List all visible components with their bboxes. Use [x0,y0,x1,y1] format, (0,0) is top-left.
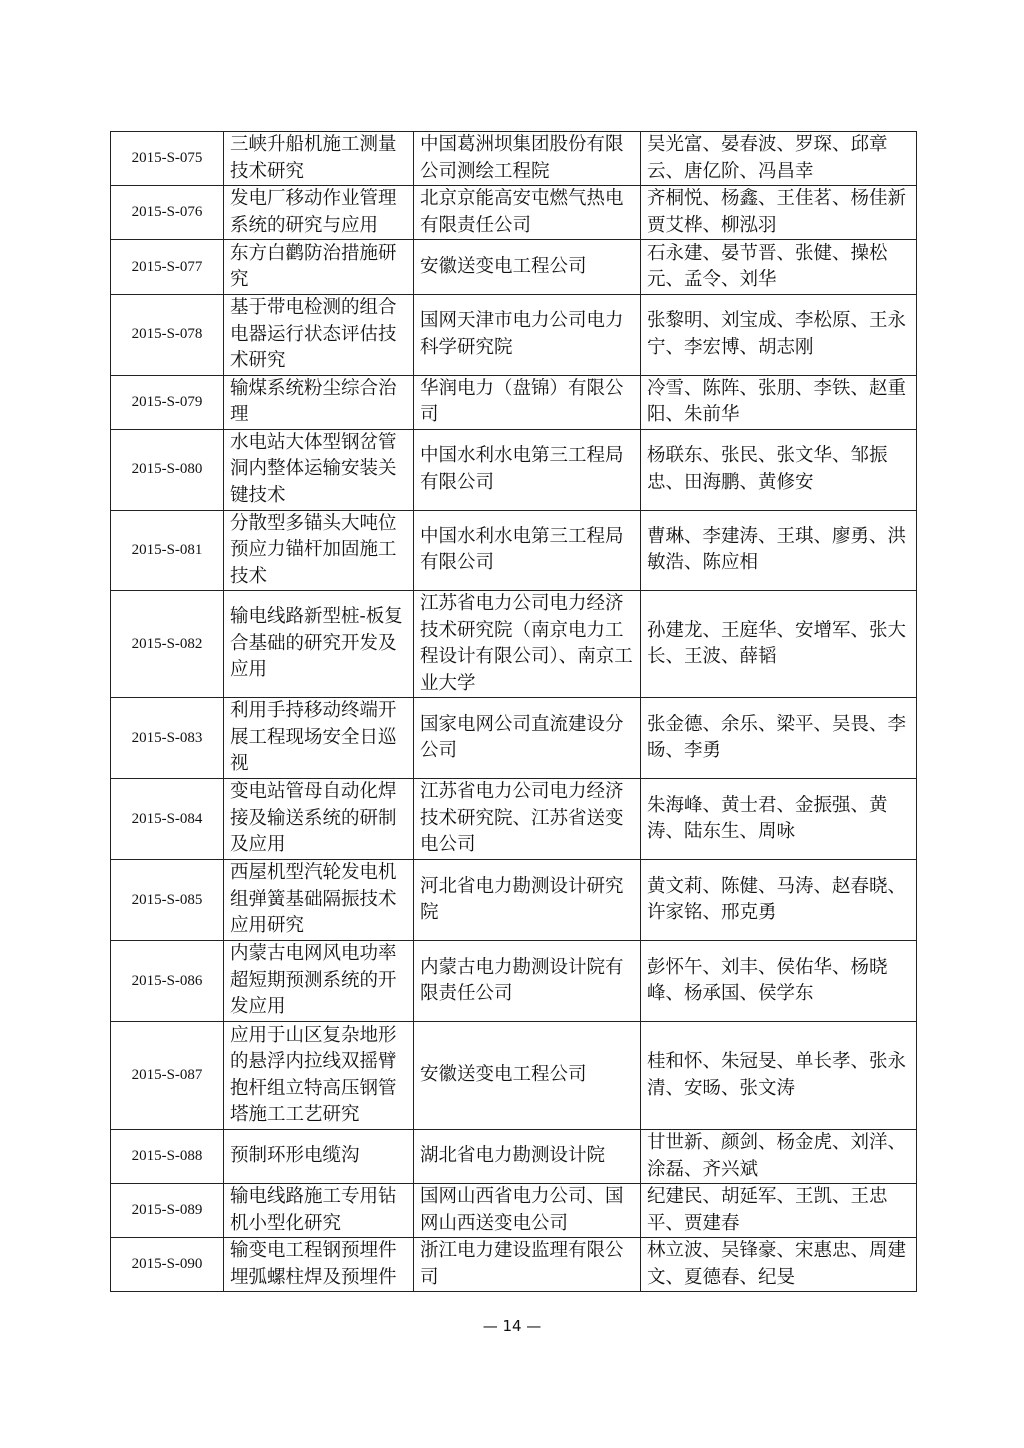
project-title-cell [224,941,414,1022]
completion-unit: 国家电网公司直流建设分公司 [420,713,624,761]
project-title: 应用于山区复杂地形的悬浮内拉线双摇臂抱杆组立特高压钢管塔施工工艺研究 [230,1024,397,1125]
completion-unit: 国网山西省电力公司、国网山西送变电公司 [420,1186,624,1234]
main-completers-cell [641,1238,917,1292]
project-title-cell [224,1238,414,1292]
table-row [111,186,917,240]
completion-unit-cell [414,1022,641,1130]
project-number: 2015-S-085 [131,891,203,908]
project-title-cell [224,591,414,698]
project-title: 内蒙古电网风电功率超短期预测系统的开发应用 [230,943,397,1018]
project-number: 2015-S-081 [131,541,203,558]
main-completers-cell [641,779,917,860]
project-number: 2015-S-089 [131,1202,203,1218]
main-completers-cell [641,941,917,1022]
main-completers: 冷雪、陈阵、张朋、李铁、赵重阳、朱前华 [647,377,907,425]
completion-unit-cell [414,779,641,860]
project-number: 2015-S-083 [131,729,203,746]
table-row [111,240,917,295]
completion-unit: 国网天津市电力公司电力科学研究院 [420,310,624,358]
completion-unit-cell [414,240,641,295]
main-completers: 朱海峰、黄士君、金振强、黄涛、陆东生、周咏 [647,794,888,842]
table-row [111,132,917,186]
project-title: 输电线路施工专用钻机小型化研究 [230,1186,397,1234]
project-title: 预制环形电缆沟 [230,1145,360,1167]
project-number: 2015-S-075 [131,150,203,166]
completion-unit: 北京京能高安屯燃气热电有限责任公司 [420,188,624,236]
project-title: 水电站大体型钢岔管洞内整体运输安装关键技术 [230,431,397,506]
table-row [111,295,917,376]
main-completers: 齐桐悦、杨鑫、王佳茗、杨佳新贾艾桦、柳泓羽 [647,188,907,236]
main-completers: 桂和怀、朱冠旻、单长孝、张永清、安旸、张文涛 [647,1051,907,1099]
table-row [111,375,917,429]
main-completers-cell [641,510,917,591]
project-number-cell [111,941,224,1022]
project-number: 2015-S-087 [131,1067,203,1083]
main-completers-cell [641,1022,917,1130]
table-row [111,698,917,779]
completion-unit: 中国水利水电第三工程局有限公司 [420,445,624,493]
main-completers-cell [641,240,917,295]
main-completers-cell [641,1130,917,1184]
main-completers: 孙建龙、王庭华、安增军、张大长、王波、薛韬 [647,619,907,667]
project-title-cell [224,240,414,295]
project-title: 东方白鹳防治措施研究 [230,242,397,290]
project-title-cell [224,1130,414,1184]
project-number: 2015-S-079 [131,393,203,410]
completion-unit-cell [414,860,641,941]
project-title: 西屋机型汽轮发电机组弹簧基础隔振技术应用研究 [230,862,397,937]
project-number: 2015-S-078 [131,326,203,343]
project-number-cell [111,698,224,779]
main-completers-cell [641,186,917,240]
project-number: 2015-S-090 [131,1256,203,1272]
completion-unit-cell [414,1130,641,1184]
main-completers: 石永建、晏节晋、张健、操松元、孟令、刘华 [647,242,888,290]
project-number-cell [111,510,224,591]
main-completers: 张金德、余乐、梁平、吴畏、李旸、李勇 [647,713,907,761]
project-number: 2015-S-088 [131,1148,203,1164]
project-title: 利用手持移动终端开展工程现场安全日巡视 [230,700,397,775]
project-number: 2015-S-077 [131,258,203,275]
completion-unit-cell [414,429,641,510]
project-number-cell [111,429,224,510]
main-completers-cell [641,591,917,698]
project-number-cell [111,591,224,698]
table-row [111,941,917,1022]
table-row [111,1184,917,1238]
main-completers-cell [641,1184,917,1238]
project-number: 2015-S-086 [131,972,203,989]
project-number: 2015-S-084 [131,810,203,827]
table-row [111,1022,917,1130]
project-title: 三峡升船机施工测量技术研究 [230,134,397,182]
completion-unit-cell [414,186,641,240]
project-title-cell [224,698,414,779]
completion-unit-cell [414,1184,641,1238]
main-completers: 甘世新、颜剑、杨金虎、刘洋、涂磊、齐兴斌 [647,1132,907,1180]
main-completers: 彭怀午、刘丰、侯佑华、杨晓峰、杨承国、侯学东 [647,956,888,1004]
completion-unit: 河北省电力勘测设计研究院 [420,875,624,923]
project-number-cell [111,779,224,860]
project-title-cell [224,860,414,941]
completion-unit: 安徽送变电工程公司 [420,1064,587,1086]
main-completers: 林立波、吴锋豪、宋惠忠、周建文、夏德春、纪旻 [647,1240,907,1288]
project-title: 输电线路新型桩-板复合基础的研究开发及应用 [230,606,403,681]
project-title-cell [224,1022,414,1130]
main-completers: 张黎明、刘宝成、李松原、王永宁、李宏博、胡志刚 [647,310,907,358]
completion-unit: 中国葛洲坝集团股份有限公司测绘工程院 [420,134,624,182]
main-completers: 黄文莉、陈健、马涛、赵春晓、许家铭、邢克勇 [647,875,907,923]
project-title-cell [224,1184,414,1238]
project-number-cell [111,860,224,941]
completion-unit: 华润电力（盘锦）有限公司 [420,377,624,425]
project-number-cell [111,186,224,240]
project-title-cell [224,429,414,510]
project-title-cell [224,510,414,591]
main-completers-cell [641,375,917,429]
project-number: 2015-S-076 [131,204,203,220]
table-row [111,429,917,510]
completion-unit: 安徽送变电工程公司 [420,255,587,277]
table-row [111,510,917,591]
project-number-cell [111,1184,224,1238]
award-table-body [111,132,917,1292]
table-row [111,779,917,860]
table-row [111,591,917,698]
completion-unit-cell [414,941,641,1022]
completion-unit: 浙江电力建设监理有限公司 [420,1240,624,1288]
project-title-cell [224,295,414,376]
project-title: 输煤系统粉尘综合治理 [230,377,397,425]
main-completers: 杨联东、张民、张文华、邹振忠、田海鹏、黄修安 [647,445,888,493]
table-row [111,860,917,941]
main-completers-cell [641,132,917,186]
project-number-cell [111,375,224,429]
project-title-cell [224,132,414,186]
completion-unit: 内蒙古电力勘测设计院有限责任公司 [420,956,624,1004]
project-title-cell [224,779,414,860]
completion-unit: 中国水利水电第三工程局有限公司 [420,525,624,574]
completion-unit-cell [414,698,641,779]
completion-unit-cell [414,510,641,591]
project-number-cell [111,295,224,376]
project-title-cell [224,375,414,429]
project-number-cell [111,1130,224,1184]
project-title: 发电厂移动作业管理系统的研究与应用 [230,188,397,236]
main-completers-cell [641,860,917,941]
main-completers-cell [641,295,917,376]
table-row [111,1130,917,1184]
project-title-cell [224,186,414,240]
project-number: 2015-S-080 [131,461,203,477]
main-completers: 纪建民、胡延军、王凯、王忠平、贾建春 [647,1186,888,1234]
project-number-cell [111,1238,224,1292]
completion-unit-cell [414,591,641,698]
project-number: 2015-S-082 [131,635,203,652]
project-number-cell [111,240,224,295]
project-title: 分散型多锚头大吨位预应力锚杆加固施工技术 [230,512,397,587]
completion-unit-cell [414,132,641,186]
main-completers: 曹琳、李建涛、王琪、廖勇、洪敏浩、陈应相 [647,525,907,574]
completion-unit: 湖北省电力勘测设计院 [420,1145,606,1167]
project-title: 基于带电检测的组合电器运行状态评估技术研究 [230,297,397,371]
page-number: — 14 — [482,1317,542,1335]
project-title: 输变电工程钢预埋件埋弧螺柱焊及预埋件 [230,1240,397,1288]
main-completers-cell [641,429,917,510]
completion-unit-cell [414,1238,641,1292]
completion-unit: 江苏省电力公司电力经济技术研究院（南京电力工程设计有限公司）、南京工业大学 [420,593,633,694]
award-table [110,131,917,1292]
project-number-cell [111,1022,224,1130]
completion-unit: 江苏省电力公司电力经济技术研究院、江苏省送变电公司 [420,781,624,856]
completion-unit-cell [414,375,641,429]
table-row [111,1238,917,1292]
project-number-cell [111,132,224,186]
main-completers: 吴光富、晏春波、罗琛、邱章云、唐亿阶、冯昌幸 [647,134,888,182]
completion-unit-cell [414,295,641,376]
project-title: 变电站管母自动化焊接及输送系统的研制及应用 [230,781,397,856]
main-completers-cell [641,698,917,779]
